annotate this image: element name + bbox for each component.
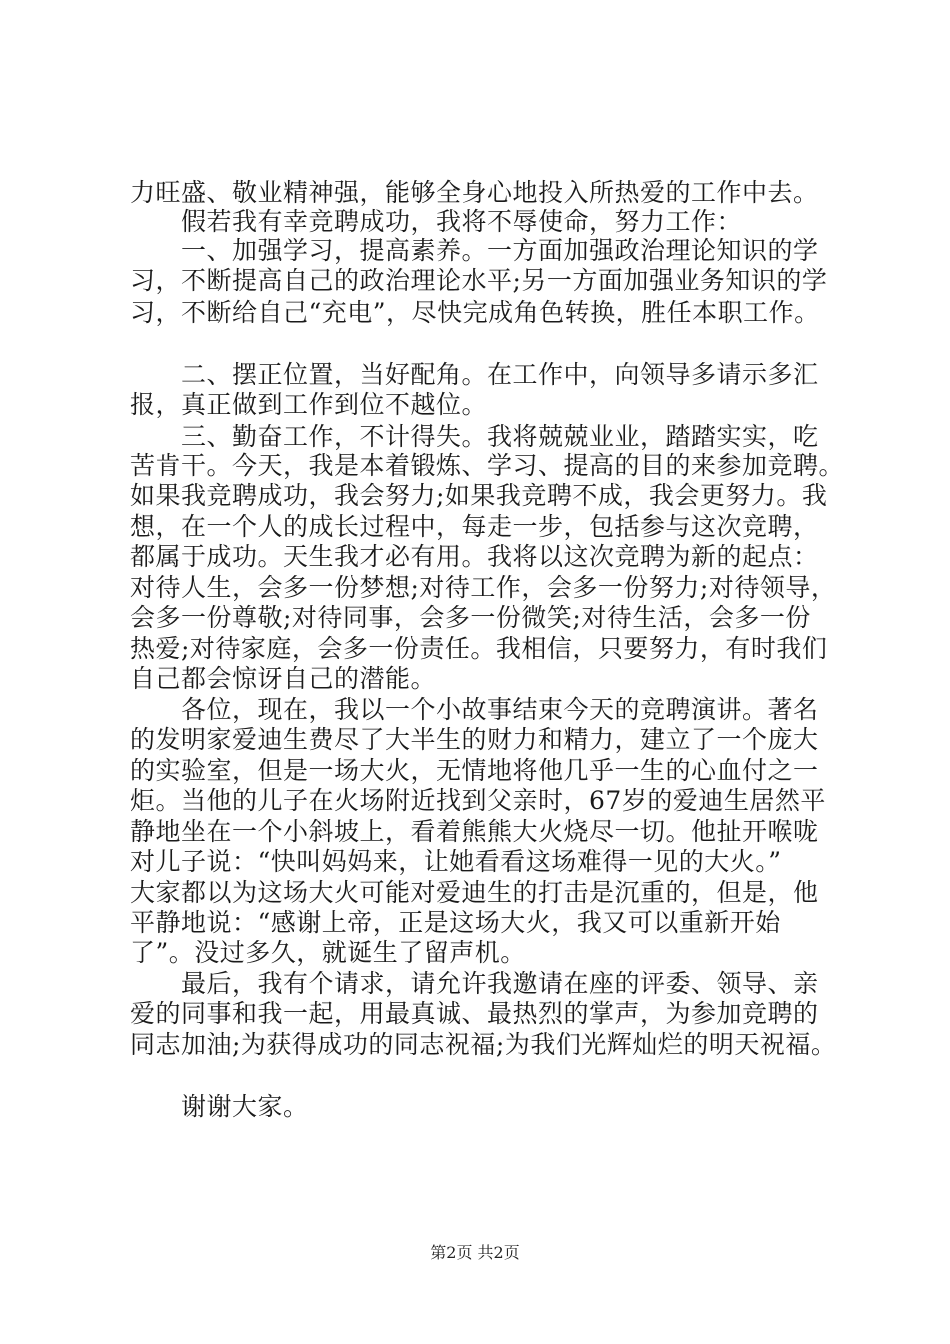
text-line: 力旺盛、敬业精神强，能够全身心地投入所热爱的工作中去。 <box>130 178 819 207</box>
text-line: 平静地说：“感谢上帝，正是这场大火，我又可以重新开始 <box>130 908 781 937</box>
text-line: 同志加油;为获得成功的同志祝福;为我们光辉灿烂的明天祝福。 <box>130 1030 837 1059</box>
text-line: 爱的同事和我一起，用最真诚、最热烈的掌声，为参加竞聘的 <box>130 999 819 1028</box>
text-line: 静地坐在一个小斜坡上，看着熊熊大火烧尽一切。他扯开喉咙 <box>130 817 819 846</box>
text-line: 如果我竞聘成功，我会努力;如果我竞聘不成，我会更努力。我 <box>130 481 828 510</box>
text-line: 的发明家爱迪生费尽了大半生的财力和精力，建立了一个庞大 <box>130 725 819 754</box>
text-line: 苦肯干。今天，我是本着锻炼、学习、提高的目的来参加竞聘。 <box>130 451 845 480</box>
text-line: 各位，现在，我以一个小故事结束今天的竞聘演讲。著名 <box>130 695 819 724</box>
text-line: 对待人生，会多一份梦想;对待工作，会多一份努力;对待领导， <box>130 573 837 602</box>
text-line: 习，不断给自己“充电”，尽快完成角色转换，胜任本职工作。 <box>130 298 820 327</box>
text-line: 一、加强学习，提高素养。一方面加强政治理论知识的学 <box>130 236 819 265</box>
text-line: 习，不断提高自己的政治理论水平;另一方面加强业务知识的学 <box>130 266 828 295</box>
text-line: 报，真正做到工作到位不越位。 <box>130 390 488 419</box>
text-line: 会多一份尊敬;对待同事，会多一份微笑;对待生活，会多一份 <box>130 603 811 632</box>
text-line: 三、勤奋工作，不计得失。我将兢兢业业，踏踏实实，吃 <box>130 422 819 451</box>
text-line: 最后，我有个请求，请允许我邀请在座的评委、领导、亲 <box>130 969 819 998</box>
text-line: 的实验室，但是一场大火，无情地将他几乎一生的心血付之一 <box>130 756 819 785</box>
text-line: 对儿子说：“快叫妈妈来，让她看看这场难得一见的大火。” <box>130 847 782 876</box>
text-line: 自己都会惊讶自己的潜能。 <box>130 664 437 693</box>
page-footer: 第2页 共2页 <box>430 1243 520 1262</box>
text-line: 假若我有幸竞聘成功，我将不辱使命，努力工作： <box>130 207 743 236</box>
text-line: 了”。没过多久，就诞生了留声机。 <box>130 938 526 967</box>
text-line: 炬。当他的儿子在火场附近找到父亲时，67岁的爱迪生居然平 <box>130 786 826 815</box>
text-line: 谢谢大家。 <box>130 1092 309 1121</box>
text-line: 大家都以为这场大火可能对爱迪生的打击是沉重的，但是，他 <box>130 878 819 907</box>
text-line: 都属于成功。天生我才必有用。我将以这次竞聘为新的起点： <box>130 542 819 571</box>
text-line: 想，在一个人的成长过程中，每走一步，包括参与这次竞聘， <box>130 512 819 541</box>
text-line: 二、摆正位置，当好配角。在工作中，向领导多请示多汇 <box>130 360 819 389</box>
text-line: 热爱;对待家庭，会多一份责任。我相信，只要努力，有时我们 <box>130 634 828 663</box>
